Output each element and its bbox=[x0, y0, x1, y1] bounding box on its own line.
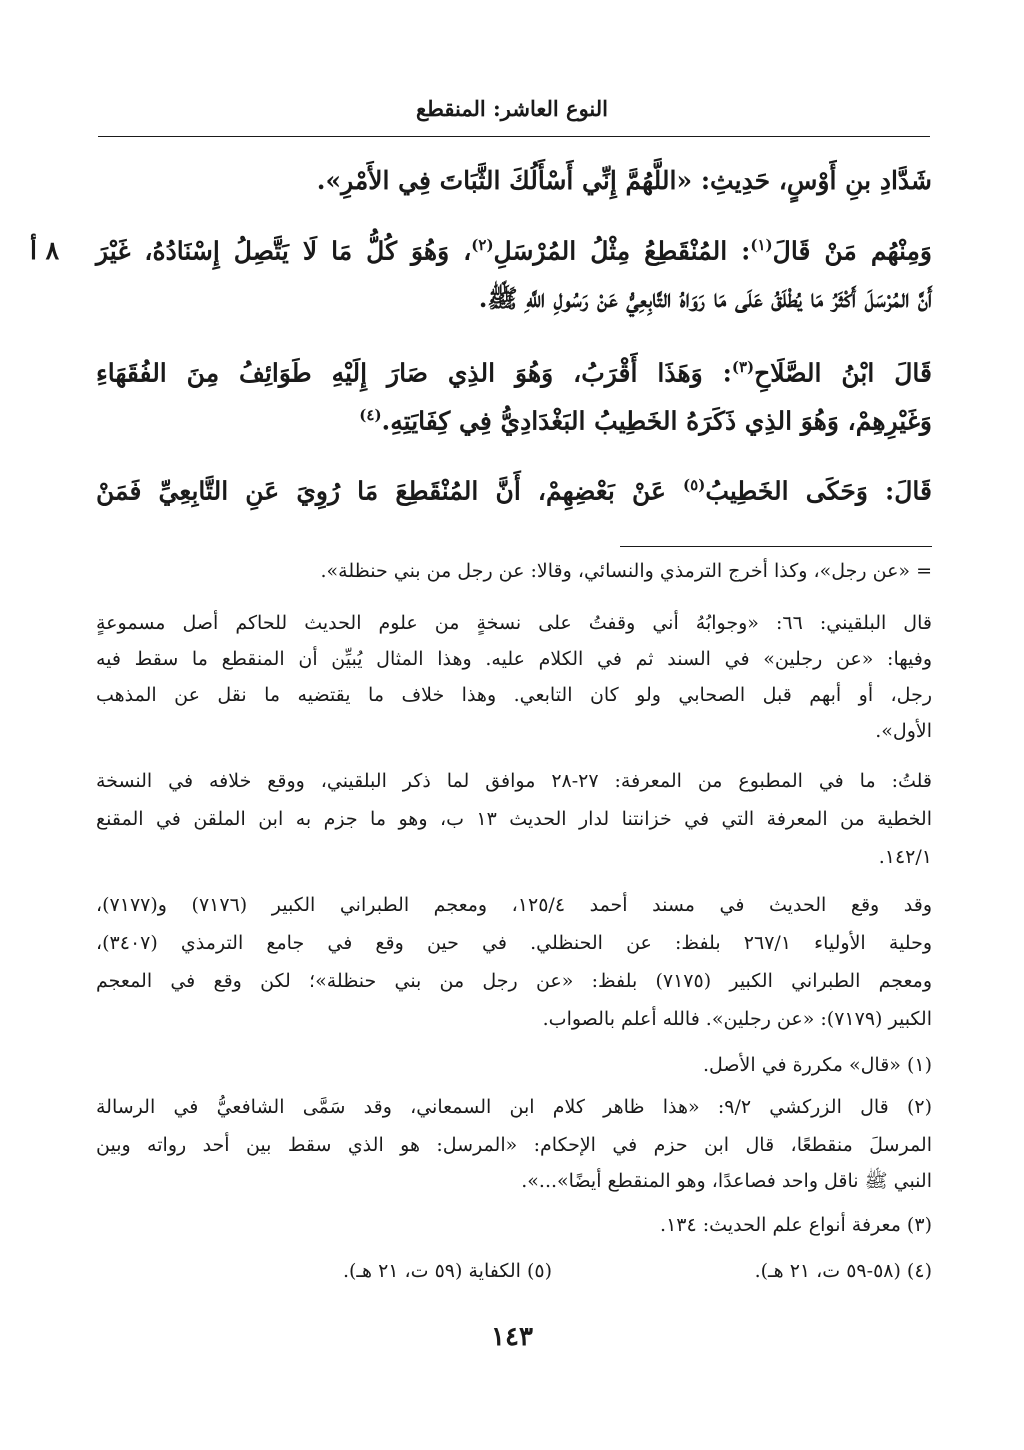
footnote-ref[interactable]: (٥) bbox=[683, 476, 706, 494]
footnote-ref[interactable]: (٢) bbox=[471, 236, 494, 254]
footnote-line: (١) «قال» مكررة في الأصل. bbox=[702, 1054, 932, 1076]
running-head: النوع العاشر: المنقطع bbox=[415, 96, 608, 121]
margin-note: ٨ أ bbox=[30, 236, 60, 265]
main-line-1 bbox=[96, 166, 932, 196]
main-text-segment: ، وَهُوَ كُلُّ مَا لَا يَتَّصِلُ إِسْنَادُهُ، غَيْرَ bbox=[96, 236, 472, 266]
footnote-line: الأول». bbox=[875, 720, 932, 742]
main-text-segment: قَالَ: وَحَكَى الخَطِيبُ bbox=[705, 476, 932, 506]
header-rule bbox=[98, 136, 930, 137]
footnote-line: = «عن رجل»، وكذا أخرج الترمذي والنسائي، وقالا: عن رجل من بني حنظلة». bbox=[320, 560, 932, 582]
footnote-pair bbox=[96, 1260, 932, 1290]
main-line-2 bbox=[96, 236, 932, 266]
main-text-segment: شَدَّادِ بنِ أَوْسٍ، حَدِيثِ: «اللَّهُمَّ إِنِّي أَسْأَلُكَ الثَّبَاتَ فِي الأَمْرِ». bbox=[316, 166, 932, 195]
footnote-rule bbox=[620, 546, 932, 547]
main-text-segment: وَغَيْرِهِمْ، وَهُوَ الذِي ذَكَرَهُ الخَطِيبُ البَغْدَادِيُّ فِي كِفَايَتِهِ. bbox=[381, 406, 932, 436]
main-text-segment: وَمِنْهُم مَنْ قَالَ bbox=[772, 236, 932, 266]
footnote-line: النبي ﷺ ناقل واحد فصاعدًا، وهو المنقطع أيضًا»...». bbox=[521, 1170, 932, 1192]
footnote-line: (٣) معرفة أنواع علم الحديث: ١٣٤. bbox=[660, 1214, 932, 1236]
footnote-line: الكبير (٧١٧٩): «عن رجلين». فالله أعلم بالصواب. bbox=[542, 1008, 932, 1030]
footnote-5: (٥) الكفاية (٥٩ ت، ٢١ هـ). bbox=[342, 1260, 552, 1282]
main-line-4 bbox=[96, 358, 932, 388]
page-number: ١٤٣ bbox=[491, 1322, 533, 1352]
footnote-line: وقد وقع الحديث في مسند أحمد ١٢٥/٤، ومعجم الطبراني الكبير (٧١٧٦) و(٧١٧٧)، bbox=[96, 894, 932, 916]
footnote-line: وفيها: «عن رجلين» في السند ثم في الكلام عليه. وهذا المثال يُبيِّن أن المنقطع ما سقط فيه bbox=[96, 648, 932, 670]
footnote-ref[interactable]: (١) bbox=[750, 236, 773, 254]
footnote-line: وحلية الأولياء ٢٦٧/١ بلفظ: عن الحنظلي. في حين وقع في جامع الترمذي (٣٤٠٧)، bbox=[96, 932, 932, 954]
footnote-line: قال البلقيني: ٦٦: «وجوابُهُ أني وقفتُ على نسخةٍ من علوم الحديث للحاكم أصل مسموعةٍ bbox=[96, 612, 932, 634]
footnote-ref[interactable]: (٣) bbox=[731, 358, 755, 376]
main-text-segment: : وَهَذَا أَقْرَبُ، وَهُوَ الذِي صَارَ إِلَيْهِ طَوَائِفُ مِنَ الفُقَهَاءِ bbox=[96, 358, 732, 388]
footnote-line: الخطية من المعرفة التي في خزانتنا لدار الحديث ١٣ ب، وهو ما جزم به ابن الملقن في المقنع bbox=[96, 808, 932, 830]
footnote-line: ١٤٢/١. bbox=[878, 846, 932, 868]
main-line-3 bbox=[96, 284, 932, 314]
main-text-segment: : المُنْقَطِعُ مِثْلُ المُرْسَلِ bbox=[493, 236, 751, 266]
main-text-segment: عَنْ بَعْضِهِمْ، أَنَّ المُنْقَطِعَ مَا رُوِيَ عَنِ التَّابِعِيِّ فَمَنْ bbox=[96, 476, 684, 506]
main-text-segment: قَالَ ابْنُ الصَّلَاحِ bbox=[754, 358, 932, 388]
footnote-line: قلتُ: ما في المطبوع من المعرفة: ٢٧-٢٨ موافق لما ذكر البلقيني، ووقع خلافه في النسخة bbox=[96, 770, 933, 792]
footnote-4: (٤) (٥٨-٥٩ ت، ٢١ هـ). bbox=[754, 1260, 932, 1282]
footnote-line: (٢) قال الزركشي ٩/٢: «هذا ظاهر كلام ابن السمعاني، وقد سَمَّى الشافعيُّ في الرسالة bbox=[96, 1096, 933, 1118]
footnote-line: المرسلَ منقطعًا، قال ابن حزم في الإحكام: «المرسل: هو الذي سقط بين أحد رواته وبين bbox=[96, 1134, 932, 1156]
footnote-ref[interactable]: (٤) bbox=[359, 406, 382, 424]
main-text-segment: أَنَّ المُرْسَلَ أَكْثَرُ مَا يُطْلَقُ عَلَى مَا رَوَاهُ التَّابِعِيُّ عَنْ رَسُولِ اللَّهِ ﷺ. bbox=[478, 284, 932, 313]
footnote-line: رجل، أو أبهم قبل الصحابي ولو كان التابعي. وهذا خلاف ما يقتضيه ما نقل عن المذهب bbox=[96, 684, 932, 706]
main-line-5 bbox=[96, 406, 932, 436]
footnote-line: ومعجم الطبراني الكبير (٧١٧٥) بلفظ: «عن رجل من بني حنظلة»؛ لكن وقع في المعجم bbox=[96, 970, 932, 992]
main-line-6 bbox=[96, 476, 932, 506]
